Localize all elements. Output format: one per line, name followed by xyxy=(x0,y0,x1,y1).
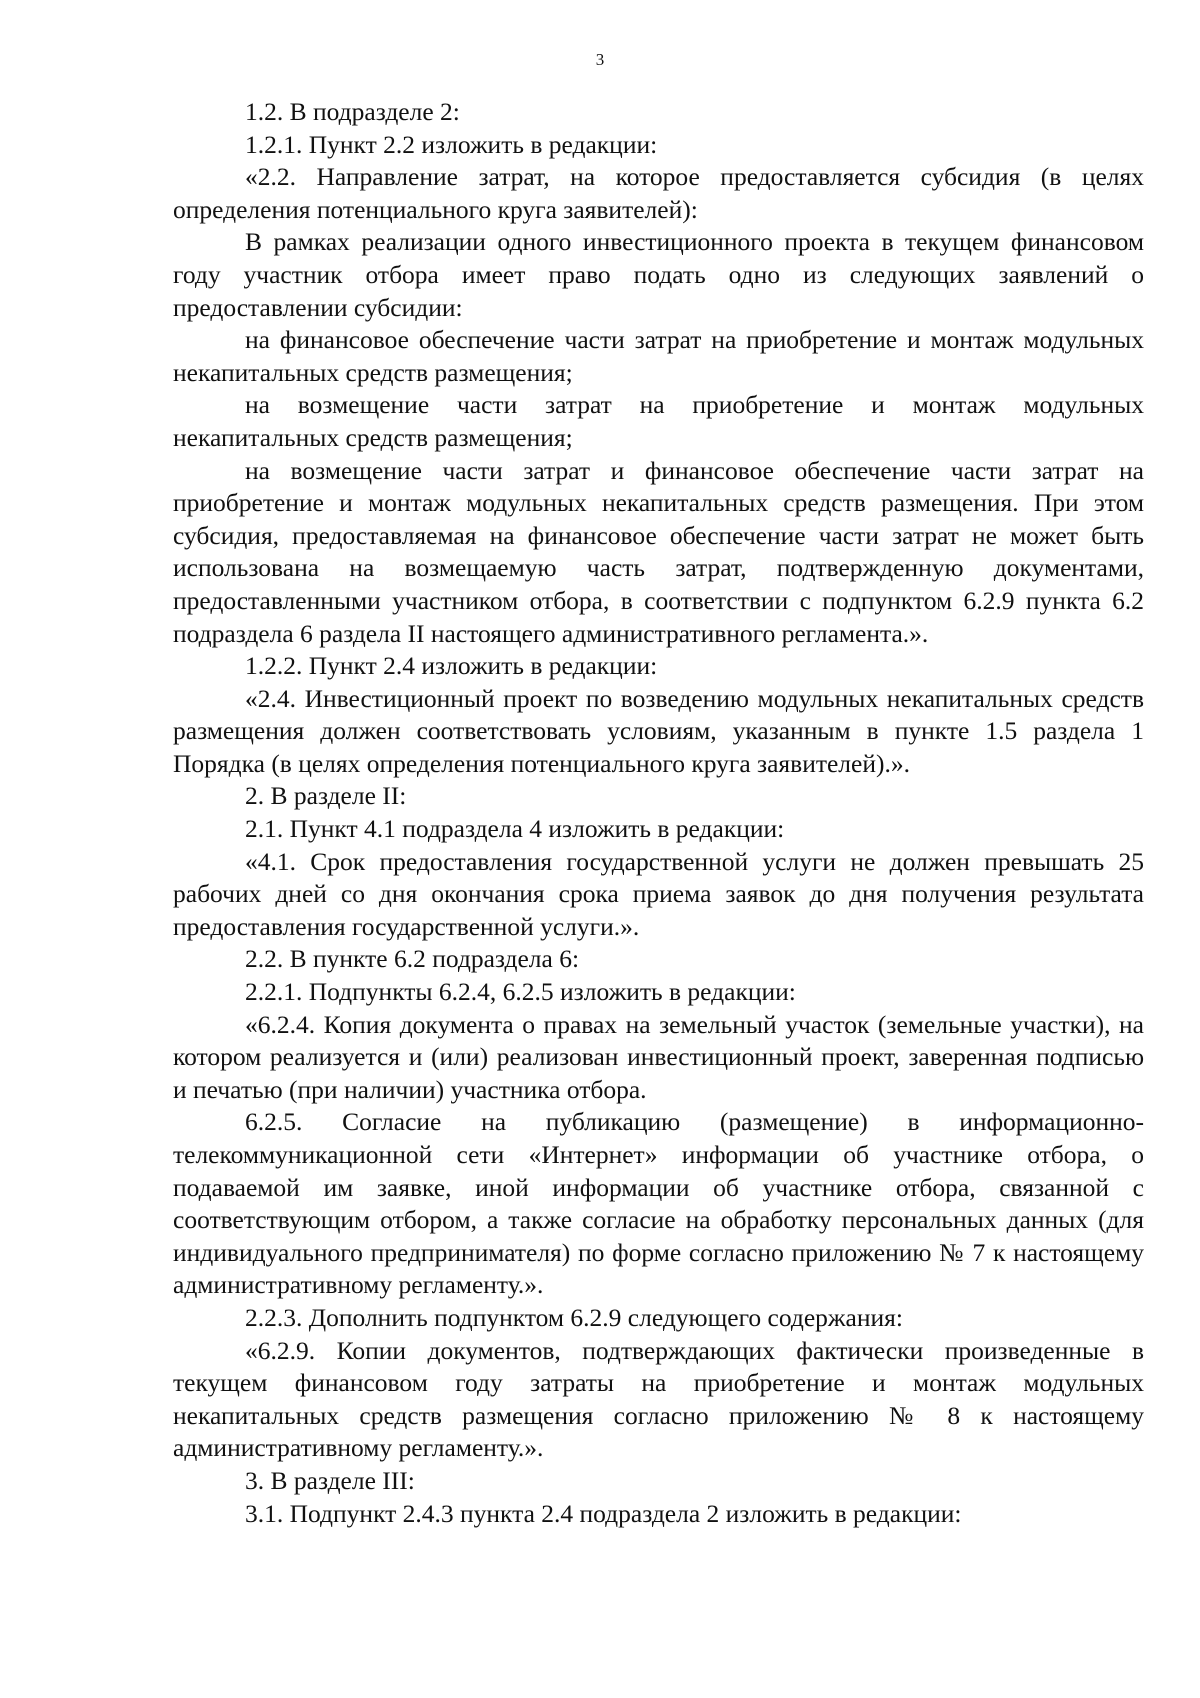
paragraph-6-2-4-quote: «6.2.4. Копия документа о правах на земельный участок (земельные участки), на котором реализуется и (или) реализован инвестиционный проект, заверенная подписью и печатью (при наличии) участника отбора. xyxy=(173,1009,1144,1104)
paragraph-1-2-2: 1.2.2. Пункт 2.4 изложить в редакции: xyxy=(245,651,658,681)
paragraph-6-2-9-quote: «6.2.9. Копии документов, подтверждающих фактически произведенные в текущем финансовом году затраты на приобретение и монтаж модульных некапитальных средств размещения согласно приложению № 8 к настоящему административному регламенту.». xyxy=(173,1335,1144,1463)
paragraph-project-rules: В рамках реализации одного инвестиционного проекта в текущем финансовом году участник отбора имеет право подать одно из следующих заявлений о предоставлении субсидии: xyxy=(173,227,1144,322)
paragraph-combined-option: на возмещение части затрат и финансовое обеспечение части затрат на приобретение и монтаж модульных некапитальных средств размещения. При этом субсидия, предоставляемая на финансовое обеспечение части затрат не может быть использована на возмещаемую часть затрат, подтвержденную документами, предоставленными участником отбора, в соответствии с подпунктом 6.2.9 пункта 6.2 подраздела 6 раздела II настоящего административного регламента.». xyxy=(173,455,1144,648)
paragraph-section-2: 2. В разделе II: xyxy=(245,781,407,811)
paragraph-6-2-5: 6.2.5. Согласие на публикацию (размещение) в информационно-телекоммуникационной сети «Интернет» информации об участнике отбора, о подаваемой им заявке, иной информации об участнике отбора, связанной с соответствующим отбором, а также согласие на обработку персональных данных (для индивидуального предпринимателя) по форме согласно приложению № 7 к настоящему административному регламенту.». xyxy=(173,1107,1144,1300)
paragraph-4-1-quote: «4.1. Срок предоставления государственной услуги не должен превышать 25 рабочих дней со дня окончания срока приема заявок до дня получения результата предоставления государственной услуги.». xyxy=(173,846,1144,941)
paragraph-section-3: 3. В разделе III: xyxy=(245,1465,415,1495)
paragraph-3-1: 3.1. Подпункт 2.4.3 пункта 2.4 подраздела 2 изложить в редакции: xyxy=(245,1498,962,1528)
paragraph-1-2: 1.2. В подразделе 2: xyxy=(245,97,460,126)
paragraph-2-4-quote: «2.4. Инвестиционный проект по возведению модульных некапитальных средств размещения должен соответствовать условиям, указанным в пункте 1.5 раздела 1 Порядка (в целях определения потенциального круга заявителей).». xyxy=(173,683,1144,778)
paragraph-2-2: 2.2. В пункте 6.2 подраздела 6: xyxy=(245,944,580,974)
paragraph-1-2-1: 1.2.1. Пункт 2.2 изложить в редакции: xyxy=(245,129,658,159)
paragraph-2-2-1: 2.2.1. Подпункты 6.2.4, 6.2.5 изложить в редакции: xyxy=(245,977,796,1007)
paragraph-2-2-quote: «2.2. Направление затрат, на которое предоставляется субсидия (в целях определения потенциального круга заявителей): xyxy=(173,162,1144,224)
paragraph-financing-option: на финансовое обеспечение части затрат на приобретение и монтаж модульных некапитальных средств размещения; xyxy=(173,325,1144,387)
paragraph-2-2-3: 2.2.3. Дополнить подпунктом 6.2.9 следующего содержания: xyxy=(245,1302,903,1332)
page-number: 3 xyxy=(595,50,605,69)
paragraph-reimbursement-option: на возмещение части затрат на приобретение и монтаж модульных некапитальных средств размещения; xyxy=(173,390,1144,452)
document-body xyxy=(173,96,1144,1530)
paragraph-2-1: 2.1. Пункт 4.1 подраздела 4 изложить в редакции: xyxy=(245,814,785,844)
